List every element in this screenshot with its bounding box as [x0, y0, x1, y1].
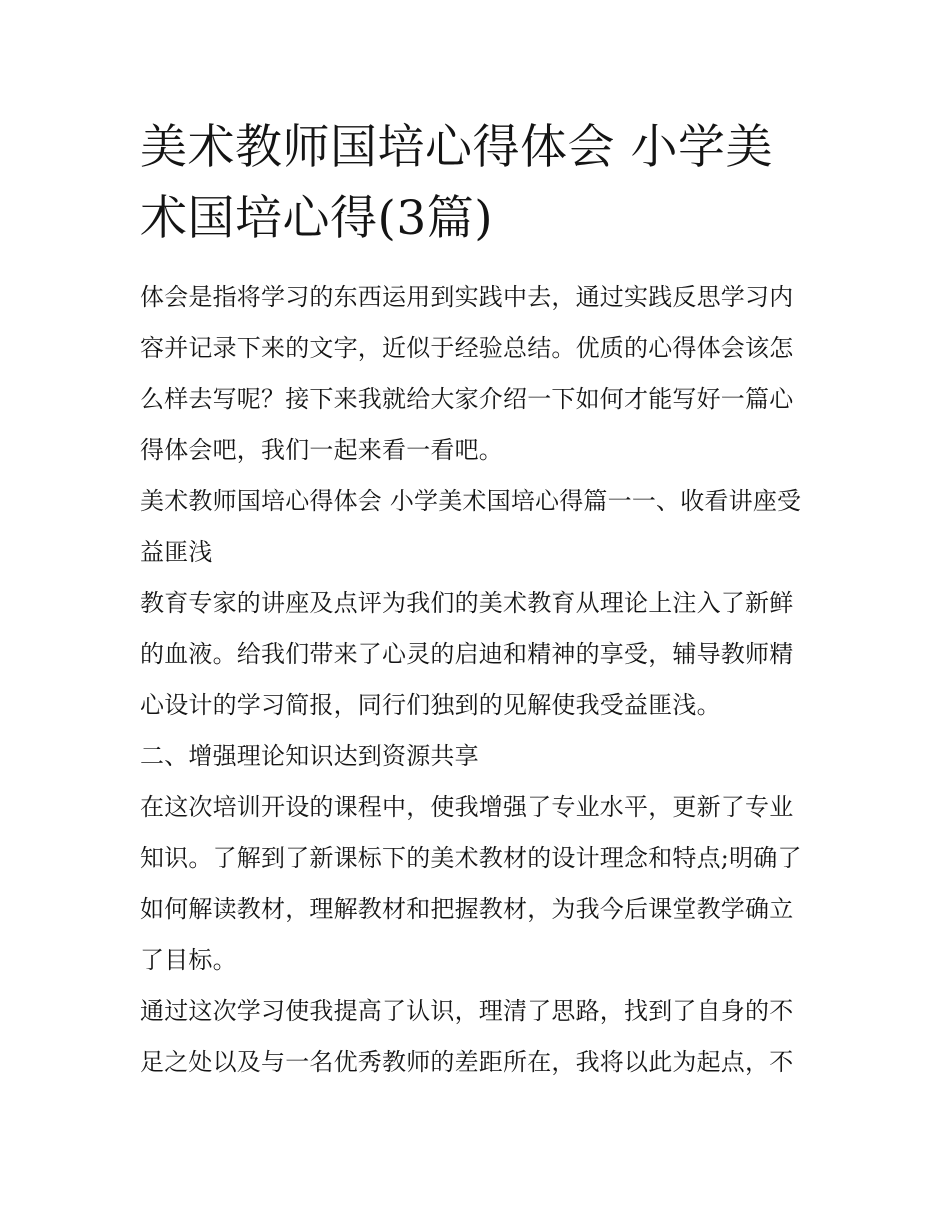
paragraph-intro: 体会是指将学习的东西运用到实践中去，通过实践反思学习内容并记录下来的文字，近似于经验总结。优质的心得体会该怎么样去写呢？接下来我就给大家介绍一下如何才能写好一篇心得体会吧，我们一起来看一看吧。	[140, 283, 794, 464]
paragraph-section-heading-2: 二、增强理论知识达到资源共享	[140, 742, 479, 770]
document-page	[140, 112, 812, 1088]
paragraph-courses: 在这次培训开设的课程中，使我增强了专业水平，更新了专业知识。了解到了新课标下的美术教材的设计理念和特点;明确了如何解读教材，理解教材和把握教材，为我今后课堂教学确立了目标。	[140, 793, 802, 974]
paragraph-lecture: 教育专家的讲座及点评为我们的美术教育从理论上注入了新鲜的血液。给我们带来了心灵的启迪和精神的享受，辅导教师精心设计的学习简报，同行们独到的见解使我受益匪浅。	[140, 589, 794, 719]
document-title: 美术教师国培心得体会 小学美术国培心得(3篇)	[140, 120, 773, 246]
paragraph-section-heading-1: 美术教师国培心得体会 小学美术国培心得篇一一、收看讲座受益匪浅	[140, 487, 802, 566]
paragraph-reflection: 通过这次学习使我提高了认识，理清了思路，找到了自身的不足之处以及与一名优秀教师的差距所在，我将以此为起点，不	[140, 997, 794, 1076]
